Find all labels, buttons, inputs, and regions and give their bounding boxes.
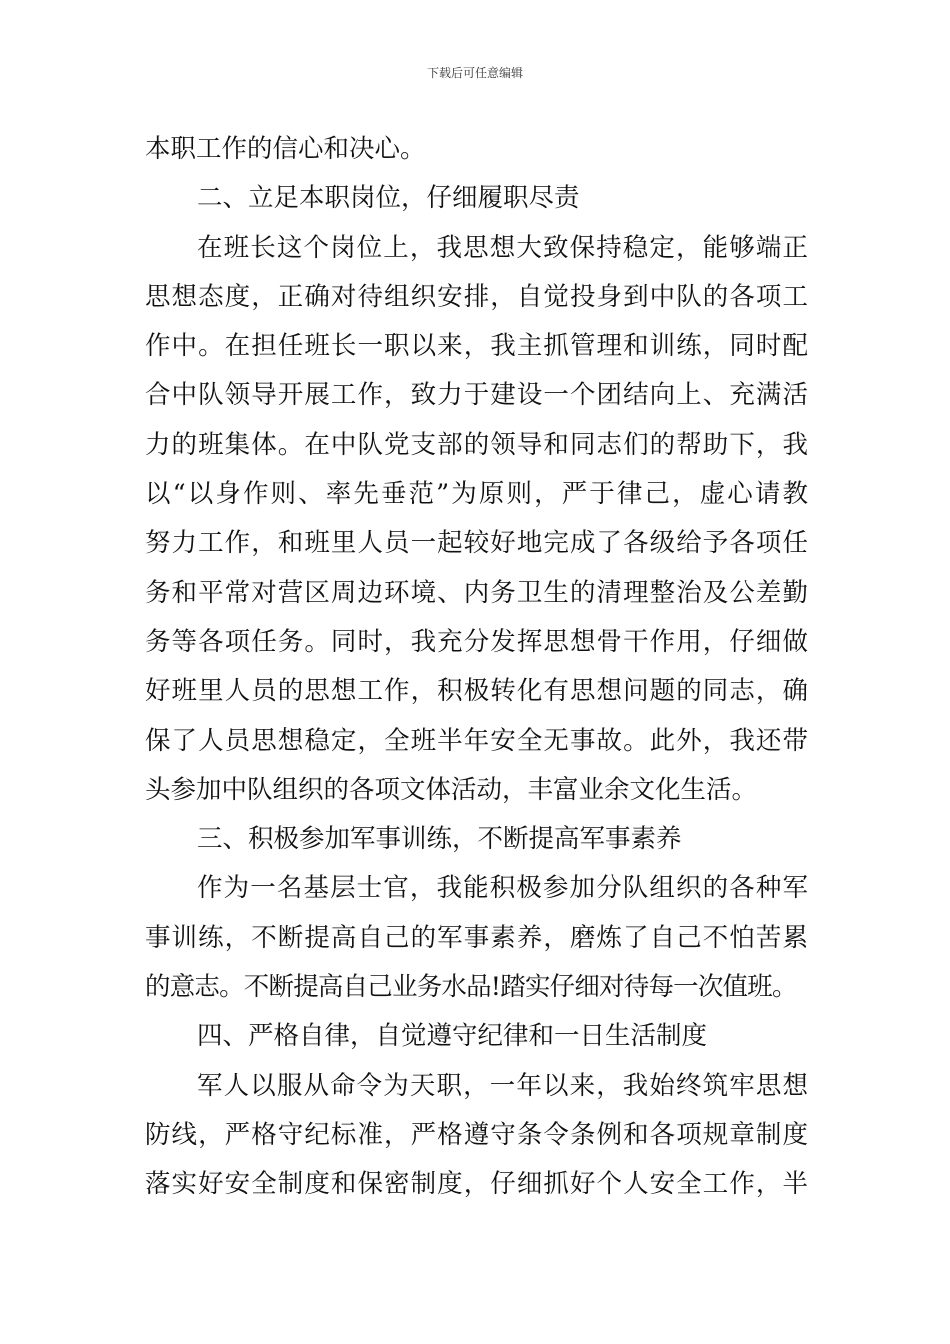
text-line: 保了人员思想稳定，全班半年安全无事故。此外，我还带	[145, 725, 808, 756]
text-line: 力的班集体。在中队党支部的领导和同志们的帮助下，我	[145, 429, 808, 460]
text-line: 落实好安全制度和保密制度，仔细抓好个人安全工作，半	[145, 1169, 808, 1200]
text-line: 思想态度，正确对待组织安排，自觉投身到中队的各项工	[145, 281, 808, 312]
text-line: 防线，严格守纪标准，严格遵守条令条例和各项规章制度	[145, 1119, 808, 1150]
text-line: 以“以身作则、率先垂范”为原则，严于律己，虚心请教	[145, 479, 808, 510]
text-line: 作中。在担任班长一职以来，我主抓管理和训练，同时配	[145, 331, 808, 362]
section-heading: 三、积极参加军事训练，不断提高军事素养	[197, 824, 682, 855]
text-line: 头参加中队组织的各项文体活动，丰富业余文化生活。	[145, 774, 758, 805]
text-line: 合中队领导开展工作，致力于建设一个团结向上、充满活	[145, 380, 808, 411]
section-heading: 二、立足本职岗位，仔细履职尽责	[197, 183, 580, 214]
text-line: 的意志。不断提高自己业务水品!踏实仔细对待每一次值班。	[145, 972, 797, 1003]
text-line: 好班里人员的思想工作，积极转化有思想问题的同志，确	[145, 676, 808, 707]
text-line: 努力工作，和班里人员一起较好地完成了各级给予各项任	[145, 528, 808, 559]
text-line: 务等各项任务。同时，我充分发挥思想骨干作用，仔细做	[145, 626, 808, 657]
text-line: 在班长这个岗位上，我思想大致保持稳定，能够端正	[197, 232, 808, 263]
text-line: 作为一名基层士官，我能积极参加分队组织的各种军	[197, 873, 808, 904]
text-line: 本职工作的信心和决心。	[145, 134, 426, 164]
text-line: 事训练，不断提高自己的军事素养，磨炼了自己不怕苦累	[145, 922, 808, 953]
text-line: 军人以服从命令为天职，一年以来，我始终筑牢思想	[197, 1070, 808, 1101]
page-header-note: 下载后可任意编辑	[426, 66, 523, 80]
document-body	[145, 125, 810, 1210]
section-heading: 四、严格自律，自觉遵守纪律和一日生活制度	[197, 1021, 708, 1052]
text-line: 务和平常对营区周边环境、内务卫生的清理整治及公差勤	[145, 577, 808, 608]
